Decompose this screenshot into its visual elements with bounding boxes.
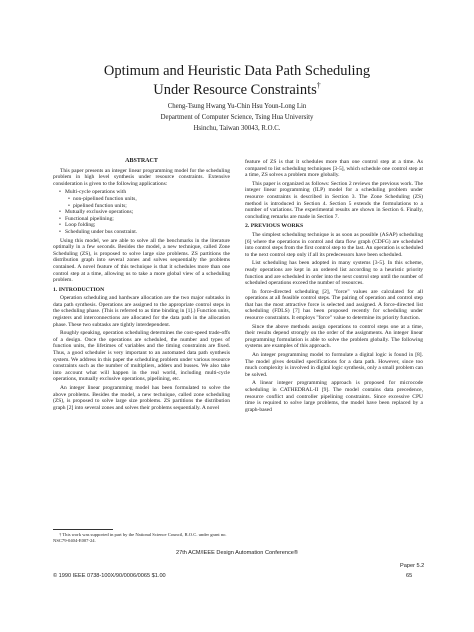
abstract-heading: ABSTRACT [125, 158, 158, 164]
application-subitem: • pipelined function units; [73, 203, 230, 210]
title-line-1: Optimum and Heuristic Data Path Scheduling [103, 63, 371, 79]
footnote [53, 532, 230, 543]
copyright-line: © 1990 IEEE 0738-100X/90/0006/0065 $1.00 [53, 573, 166, 579]
intro-paragraph-2: Roughly speaking, operation scheduling determines the cost-speed trade-offs of a design. Once the operations are scheduled, the number and types of function units, the lifetimes of variables and the timing constraints are fixed. Thus, a good scheduler is very important to an automated data path synthesis system. We address in this paper the scheduling problem under various resource constraints such as the number of multipliers, adders and busses. We also take into account what will happen in the real world, including multi-cycle operations, mutually exclusive operations, pipelining, etc. [53, 330, 230, 383]
section-1-heading: 1. INTRODUCTION [53, 286, 105, 293]
intro-paragraph-1: Operation scheduling and hardware allocation are the two major subtasks in data path synthesis. Operations are assigned to the appropriate control steps in the scheduling phase. (This is referred to as time binding in [1].) Function units, registers and interconnections are allocated for the data path in the allocation phase. These two subtasks are tightly interdependent. [53, 295, 230, 328]
cathedral-paragraph: A linear integer programming approach is proposed for microcode scheduling in CATHEDRAL-II [9]. The model contains data precedence, resource conflict and controller pipelining constraints. Since excessive CPU time is required to solve large problems, the model have been replaced by a graph-based [245, 380, 423, 413]
application-item: • Functional pipelining; [65, 216, 230, 223]
footnote-text: † This work was supported in part by the National Science Council, R.O.C. under grant no. NSC79-0404-E007-24. [53, 532, 227, 543]
force-directed-paragraph: In force-directed scheduling [2], "force" values are calculated for all operations at all feasible control steps. The pairing of operation and control step that has the most attractive force is selected and assigned. A force-directed list scheduling (FDLS) [7] has been proposed recently for scheduling under resource constraints. It employs "force" value to determine its priority function. [245, 288, 423, 322]
application-item: • Mutually exclusive operations; [65, 209, 230, 216]
application-item [65, 189, 230, 209]
author-names: Cheng-Tsung Hwang Yu-Chin Hsu Youn-Long Lin [167, 103, 307, 110]
conference-line: 27th ACM/IEEE Design Automation Conference® [176, 550, 298, 556]
abstract-paragraph-2: Using this model, we are able to solve all the benchmarks in the literature optimally in a few seconds. Besides the model, a new technique, called Zone Scheduling (ZS), is proposed to solve large size problems. ZS partitions the distribution graph into several zones and solves sequentially the problems contained. A novel feature of this technique is that it schedules more than one control step at a time, allowing us to take a more global view of a scheduling problem. [53, 237, 230, 284]
application-subitem: • non-pipelined function units, [73, 196, 230, 203]
author-address: Hsinchu, Taiwan 30043, R.O.C. [193, 125, 281, 132]
title-dagger: † [316, 81, 321, 91]
section-2-heading: 2. PREVIOUS WORKS [245, 223, 304, 230]
integer-programming-paragraph: An integer programming model to formulate a digital logic is found in [8]. The model gives detailed specifications for a data path. However, since too much complexity is involved in digital logic synthesis, only a small problem can be solved. [245, 352, 423, 378]
application-sublist [65, 196, 230, 209]
organization-paragraph: This paper is organized as follows: Section 2 reviews the previous work. The integer linear programming (ILP) model for a scheduling problem under resource constraints is described in Section 3. The Zone Scheduling (ZS) method is introduced in Section 4. Section 5 extends the formulations to a number of variations. The experimental results are shown in Section 6. Finally, concluding remarks are made in Section 7. [245, 180, 423, 220]
footnote-rule [53, 529, 113, 530]
intro-paragraph-3: An integer linear programming model has been formulated to solve the above problems. Besides the model, a new technique, called zone scheduling (ZS), is proposed to solve large size problems. ZS partitions the distribution graph [2] into several zones and solves their problems sequentially. A novel [53, 385, 230, 411]
application-item: • Loop folding; [65, 222, 230, 229]
paper-title [0, 62, 474, 100]
title-line-2-text: Under Resource Constraints [153, 82, 317, 98]
list-scheduling-paragraph: List scheduling has been adopted in many systems [3-5]. In this scheme, ready operations are kept in an ordered list according to a heuristic priority function and are scheduled in order into the next control step until the number of scheduled operations exceed the number of resources. [245, 260, 423, 287]
paper-number: Paper 5.2 [400, 563, 425, 569]
asap-paragraph: The simplest scheduling technique is as soon as possible (ASAP) scheduling [6] where the operations in control and data flow graph (CDFG) are scheduled into control steps from the first control step to the last. An operation is scheduled to the next control step only if all its predecessors have been scheduled. [245, 231, 423, 258]
global-approach-paragraph: Since the above methods assign operations to control steps one at a time, their results depend strongly on the order of the assignments. An integer linear programming formulation is able to solve the problem globally. The following systems are examples of this approach. [245, 323, 423, 350]
page-number: 65 [406, 573, 413, 579]
right-column [245, 159, 423, 415]
left-column [53, 158, 230, 413]
intro-continued-paragraph: feature of ZS is that it schedules more than one control step at a time. As compared to list scheduling techniques [3-5], which schedule one control step at a time, ZS solves a problem more globally. [245, 159, 423, 179]
application-item-text: Multi-cycle operations with [65, 189, 127, 196]
application-list [53, 189, 230, 235]
application-item: • Scheduling under bus constraint. [65, 229, 230, 236]
abstract-paragraph-1: This paper presents an integer linear programming model for the scheduling problem in high level synthesis under resource constraints. Extensive consideration is given to the following applications: [53, 167, 230, 187]
title-line-2 [0, 81, 474, 100]
author-block [0, 101, 474, 134]
author-affiliation: Department of Computer Science, Tsing Hua University [160, 114, 314, 121]
